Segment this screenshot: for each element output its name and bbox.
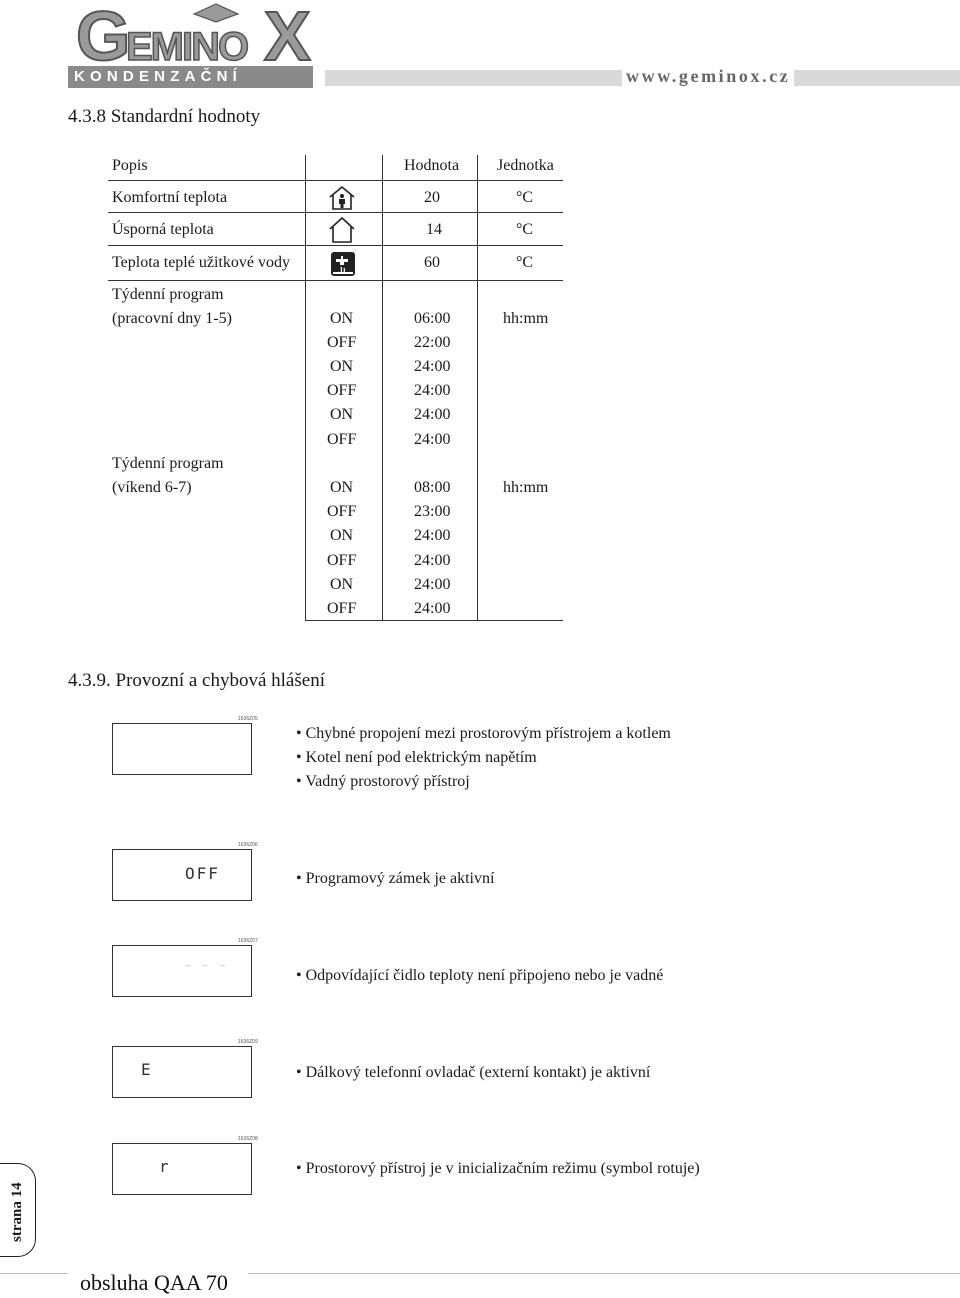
table-col-divider: [305, 155, 306, 621]
hot-water-tap-icon: [330, 251, 356, 277]
schedule-time: 24:00: [414, 358, 451, 375]
weekend-label-sub: (víkend 6-7): [112, 479, 192, 496]
schedule-time: 24:00: [414, 552, 451, 569]
display-text: E: [141, 1060, 153, 1079]
header-divider-right: [825, 70, 960, 86]
schedule-state: OFF: [327, 552, 357, 569]
schedule-state: OFF: [327, 600, 357, 617]
schedule-state: ON: [330, 406, 354, 423]
display-dashes: [112, 945, 252, 997]
svg-text:X: X: [264, 0, 311, 66]
column-header-value: Hodnota: [404, 157, 460, 174]
section-title-standard-values: 4.3.8 Standardní hodnoty: [68, 106, 261, 127]
logo-tagline: KONDENZAČNÍ KOTLE: [74, 68, 243, 107]
schedule-time: 24:00: [414, 527, 451, 544]
row-value: 60: [424, 254, 440, 271]
row-value: 20: [424, 189, 440, 206]
site-url[interactable]: www.geminox.cz: [622, 66, 794, 87]
display-code: 1636Z05: [238, 716, 258, 722]
column-header-desc: Popis: [112, 157, 148, 174]
display-text: – – –: [185, 961, 230, 970]
schedule-state: ON: [330, 479, 354, 496]
weekday-label-sub: (pracovní dny 1-5): [112, 310, 232, 327]
schedule-time: 23:00: [414, 503, 451, 520]
table-row-rule: [108, 245, 563, 246]
schedule-time: 08:00: [414, 479, 451, 496]
page-number: strana 14: [9, 1182, 25, 1242]
schedule-state: OFF: [327, 382, 357, 399]
schedule-time: 22:00: [414, 334, 451, 351]
message-bullet: • Odpovídající čidlo teploty není připojeno nebo je vadné: [296, 967, 664, 984]
schedule-state: ON: [330, 358, 354, 375]
table-row-rule: [108, 280, 563, 281]
table-bottom-rule: [305, 620, 563, 621]
schedule-state: ON: [330, 527, 354, 544]
geminox-logo: [68, 0, 313, 107]
message-bullet: • Dálkový telefonní ovladač (externí kontakt) je aktivní: [296, 1064, 651, 1081]
display-blank: [112, 723, 252, 775]
row-unit: °C: [516, 221, 534, 238]
display-code: 1636Z09: [238, 1039, 258, 1045]
display-code: 1636Z08: [238, 1136, 258, 1142]
row-desc: Teplota teplé užitkové vody: [112, 254, 290, 271]
weekend-unit: hh:mm: [503, 479, 549, 496]
display-off: [112, 849, 252, 901]
display-code: 1636Z07: [238, 938, 258, 944]
display-r: [112, 1143, 252, 1195]
geminox-logo-icon: [74, 0, 314, 66]
schedule-time: 24:00: [414, 431, 451, 448]
row-value: 14: [426, 221, 442, 238]
comfort-house-icon: [328, 185, 356, 211]
column-header-unit: Jednotka: [497, 157, 554, 174]
schedule-time: 06:00: [414, 310, 451, 327]
schedule-state: ON: [330, 576, 354, 593]
row-unit: °C: [516, 189, 534, 206]
schedule-time: 24:00: [414, 406, 451, 423]
weekday-label: Týdenní program: [112, 286, 224, 303]
display-e: [112, 1046, 252, 1098]
weekday-unit: hh:mm: [503, 310, 549, 327]
eco-house-icon: [328, 216, 356, 244]
schedule-state: ON: [330, 310, 354, 327]
table-header-rule: [108, 180, 563, 181]
schedule-time: 24:00: [414, 576, 451, 593]
display-text: OFF: [185, 864, 220, 883]
schedule-time: 24:00: [414, 600, 451, 617]
row-unit: °C: [516, 254, 534, 271]
schedule-state: OFF: [327, 431, 357, 448]
weekend-label: Týdenní program: [112, 455, 224, 472]
message-bullet: • Kotel není pod elektrickým napětím: [296, 749, 537, 766]
display-code: 1636Z06: [238, 842, 258, 848]
display-text: r: [159, 1157, 171, 1176]
table-row-rule: [108, 212, 563, 213]
message-bullet: • Chybné propojení mezi prostorovým přístrojem a kotlem: [296, 725, 671, 742]
schedule-state: OFF: [327, 503, 357, 520]
section-title-messages: 4.3.9. Provozní a chybová hlášení: [68, 670, 325, 691]
message-bullet: • Prostorový přístroj je v inicializačním režimu (symbol rotuje): [296, 1160, 700, 1177]
schedule-time: 24:00: [414, 382, 451, 399]
svg-text:G: G: [76, 0, 127, 66]
footer-doc-title: obsluha QAA 70: [80, 1270, 228, 1295]
table-col-divider: [382, 155, 383, 621]
message-bullet: • Vadný prostorový přístroj: [296, 773, 470, 790]
schedule-state: OFF: [327, 334, 357, 351]
row-desc: Úsporná teplota: [112, 221, 214, 238]
page-tab: [0, 1163, 36, 1257]
message-bullet: • Programový zámek je aktivní: [296, 870, 495, 887]
row-desc: Komfortní teplota: [112, 189, 228, 206]
svg-text:EMINO: EMINO: [126, 25, 248, 66]
table-col-divider: [477, 155, 478, 621]
